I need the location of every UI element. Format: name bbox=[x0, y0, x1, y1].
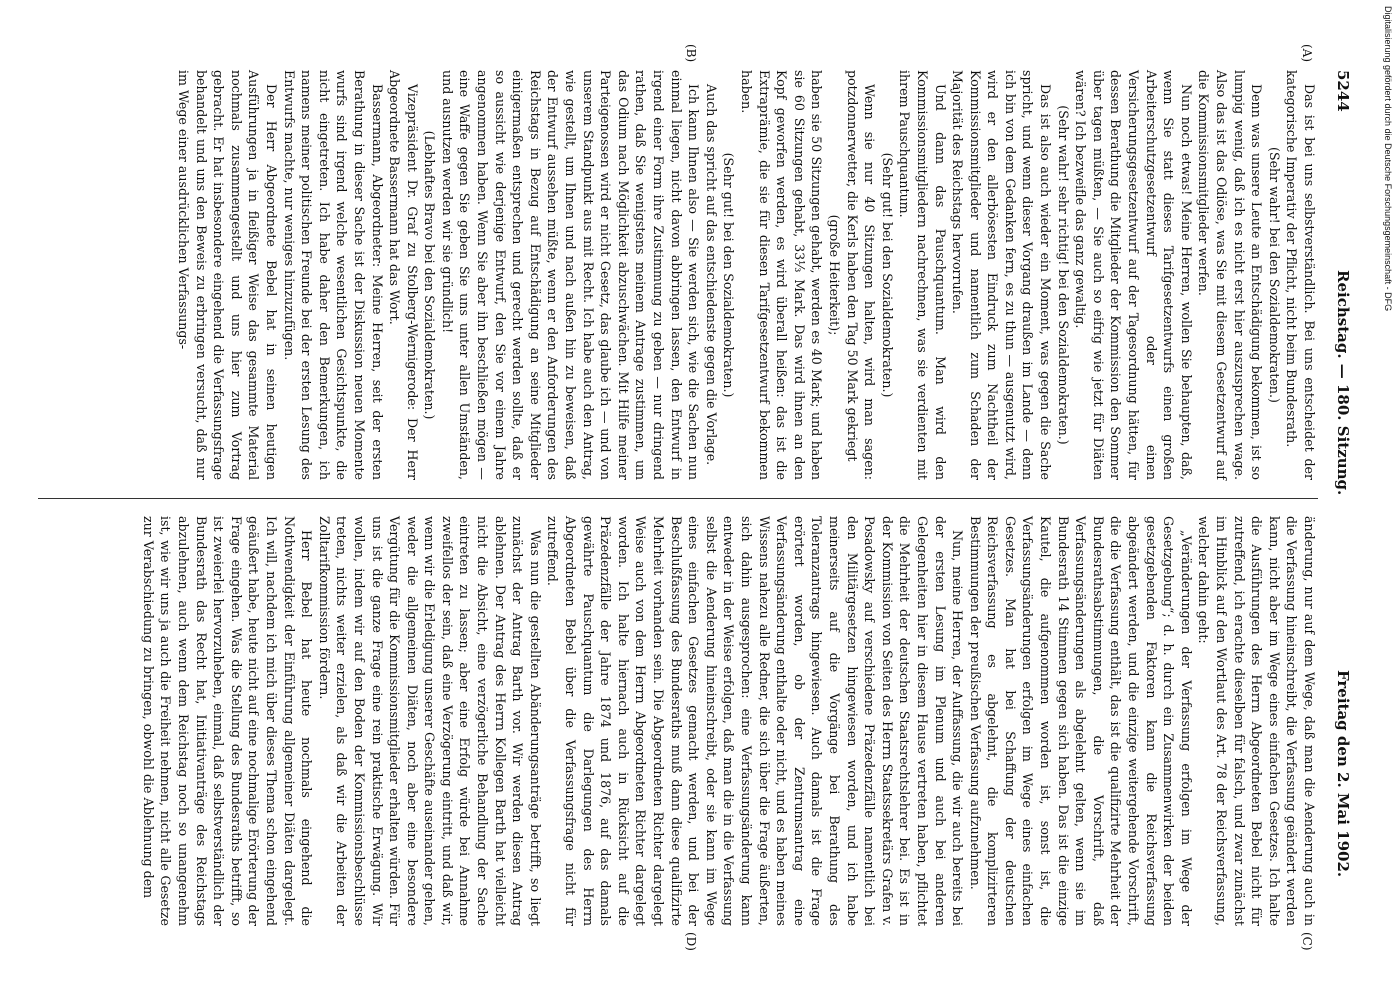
paragraph: Auch das spricht auf das entschiedenste gegen die Vorlage. bbox=[703, 84, 719, 466]
session-date: Freitag den 2. Mai 1902. bbox=[1334, 670, 1352, 878]
interjection: (Sehr wahr! bei den Sozialdemokraten.) bbox=[1266, 147, 1282, 403]
speaker-intro: Vizepräsident Dr. Graf zu Stolberg-Wernigerode: Der Herr Abgeordnete Bassermann hat das Wort. bbox=[387, 70, 420, 480]
paragraph: Das ist also auch wieder ein Moment, was gegen die Sache spricht, und wenn dieser Vorgang draußen im Lande — denn ich bin von dem Gedanken fern, es zu thun — ausgenutzt wird, wird er den allerbösesten Eindruck zum Nachtheil der Kommissionsmitglieder und namentlich zum Schaden der Majorität des Reichstags hervorrufen. bbox=[950, 70, 1054, 480]
paragraph: Der Herr Abgeordnete Bebel hat in seinen heutigen Ausführungen ja in fleißiger Weise das gesammte Material nochmals zusammengestellt und uns hier zum Vortrag gebracht. Er hat insbesondere eingehend die Verfassungsfrage behandelt und uns den Beweis zu erbringen versucht, daß nur im Wege einer ausdrücklichen Verfassungs- bbox=[176, 70, 279, 480]
interjection: (große Heiterkeit); bbox=[826, 214, 842, 336]
interjection: (Sehr gut! bei den Sozialdemokraten.) bbox=[879, 152, 895, 398]
margin-marker-d: (D) bbox=[684, 932, 698, 951]
interjection: (Sehr gut! bei den Sozialdemokraten.) bbox=[721, 152, 737, 398]
right-column bbox=[139, 516, 1318, 926]
paragraph: Bassermann, Abgeordneter: Meine Herren, seit der ersten Berathung in dieser Sache ist der Diskussion neuen Momente wurfs sind irgend welche wesentlichen Gesichtspunkte, die nicht eingetreten. Ich habe daher den Bemerkungen, ich namens meiner politischen Freunde bei der ersten Lesung des Entwurfs machte, nur weniges hinzuzufügen. bbox=[281, 70, 385, 480]
paragraph: Das ist bei uns selbstverständlich. Bei uns entscheidet der kategorische Imperativ der Pflicht, nicht beim Bundesrath. bbox=[1284, 70, 1317, 480]
paragraph: Ich kann Ihnen also — Sie werden sich, wie die Sachen nun einmal liegen, nicht davon abbringen lassen, den Entwurf in irgend einer Form ihre Zustimmung zu geben — nur dringend rathen, daß Sie wenigstens meinem Antrage zustimmen, um das Odium nach Möglichkeit abzuschwächen. Mit Hilfe meiner Parteigenossen wird er nicht Gesetz, das glaube ich — und von unserem Standpunkt aus mit Recht. Ich habe auch den Antrag, wie gestellt, um Ihnen und nach außen hin zu beweisen, daß der Entwurf aussehen müßte, wenn er den Anforderungen des Reichstags in Bezug auf Entschädigung an seine Mitglieder einigermaßen entsprechen und gerecht werden sollte, daß er so aussicht wie derjenige Entwurf, den Sie vor einem Jahre angenommen haben. Wenn Sie aber ihn beschließen mögen — eine Waffe gegen Sie geben Sie uns unter allen Umständen, und ausnutzen werden wir sie gründlich! bbox=[439, 70, 702, 480]
left-column bbox=[174, 70, 1318, 480]
page-number: 5244 bbox=[1334, 70, 1352, 112]
paragraph: Nun noch etwas! Meine Herren, wollen Sie behaupten, daß, wenn Sie statt dieses Tarifgesetzentwurfs einen großen Arbeiterschutzgesetzentwurf oder einen Versicherungsgesetzentwurf auf der Tagesordnung hätten, für dessen Berathung die Mitglieder der Kommission den Sommer über tagen müßten, — Sie auch so eifrig wie jetzt für Diäten wären? Ich bezweifle das ganz gewaltig. bbox=[1073, 70, 1194, 480]
digitization-note-text: Digitalisierung gefördert durch die Deutsche Forschungsgemeinschaft - DFG bbox=[1383, 6, 1393, 312]
paragraph: änderung, nur auf dem Wege, daß man die Aenderung auch in die Verfassung hineinschreibt, die Verfassung geändert werden kann, nicht aber im Wege eines einfachen Gesetzes. Ich halte die Ausführungen des Herrn Abgeordneten Bebel nicht für zutreffend, ich erachte dieselben für falsch, und zwar zunächst im Hinblick auf den Wortlaut des Art. 78 der Reichsverfassung, welcher dahin geht: bbox=[1196, 516, 1317, 926]
paragraph: „Veränderungen der Verfassung erfolgen im Wege der Gesetzgebung“; d. h. durch ein Zusammenwirken der beiden gesetzgebenden Faktoren kann die Reichsverfassung abgeändert werden, und die einzige weitergehende Vorschrift, die die Verfassung enthält, das ist die qualifizirte Mehrheit der Bundesrathsabstimmungen, die Vorschrift, daß Verfassungsänderungen als abgelehnt gelten, wenn sie im Bundesrath 14 Stimmen gegen sich haben. Das ist die einzige Kautel, die aufgenommen worden ist, sonst ist, die Verfassungsänderungen erfolgen im Wege eines einfachen Gesetzes. Man hat bei Schaffung der deutschen Reichsverfassung es abgelehnt, die komplizirteren Bestimmungen der preußischen Verfassung aufzunehmen. bbox=[967, 516, 1194, 926]
interjection: (Sehr wahr! sehr richtig! bei den Sozialdemokraten.) bbox=[1055, 105, 1071, 445]
interjection: (Lebhaftes Bravo bei den Sozialdemokraten.) bbox=[422, 130, 438, 420]
paragraph: Nun, meine Herren, der Auffassung, die wir auch bereits bei der ersten Lesung im Plenum und auch bei anderen Gelegenheiten hier in diesem Hause vertreten haben, pflichtet die Mehrheit der deutschen Staatsrechtslehrer bei. Es ist in der Kommission von Seiten des Herrn Staatssekretärs Grafen v. Posadowsky auf verschiedene Präzedenzfälle namentlich bei den Militärgesetzen hingewiesen worden, und ich habe meinerseits auf die Vorgänge bei Berathung des Toleranzantrags hingewiesen. Auch damals ist die Frage erörtert worden, ob der Zentrumsantrag eine Verfassungsänderung enthalte oder nicht, und es haben meines Wissens nahezu alle Redner, die sich über die Frage äußerten, sich dahin ausgesprochen: eine Verfassungsänderung kann entweder in der Weise erfolgen, daß man die in die Verfassung selbst die Aenderung hineinschreibt, oder sie kann im Wege eines einfachen Gesetzes gemacht werden, und bei der Beschlußfassung des Bundesraths muß dann diese qualifizirte Mehrheit vorhanden sein. Die Abgeordneten Richter dargelegt Weise auch von dem Herrn Abgeordneten Richter dargelegt worden. Ich halte hiernach auch in Rücksicht auf die Präzedenzfälle der Jahre 1874 und 1876, auf das damals gewährte Pauschquantum die Darlegungen des Herrn Abgeordneten Bebel über die Verfassungsfrage nicht für zutreffend. bbox=[545, 516, 966, 926]
margin-marker-b: (B) bbox=[684, 44, 698, 63]
paragraph: Was nun die gestellten Abänderungsanträge betrifft, so liegt zunächst der Antrag Barth vor. Wir werden diesen Antrag ablehnen. Der Antrag des Herrn Kollegen Barth hat vielleicht nicht die Absicht, eine verzögerliche Behandlung der Sache eintreten zu lassen; aber eine Erfolg würde bei Annahme zweifellos der sein, daß eine Verzögerung eintritt, und daß wir, wenn wir die Erledigung unserer Geschäfte auseinander gehen, weder die allgemeinen Diäten, noch aber eine besondere Vergütung für die Kommissionsmitglieder erhalten würden. Für uns ist die ganze Frage eine rein praktische Erwägung. Wir wollen, indem wir auf den Boden der Kommissionsbeschlüsse treten, nichts weiter erzielen, als daß wir die Arbeiten der Zolltarifkommission fördern. bbox=[316, 516, 543, 926]
column-divider bbox=[38, 498, 1318, 499]
digitization-note bbox=[1381, 6, 1395, 346]
page-header bbox=[1332, 70, 1358, 930]
paragraph: Denn was unsere Leute an Entschädigung bekommen, ist so lumpig wenig, daß ich es nicht erst hier auszusprechen wage. Also das ist das Odiöse, was Sie mit diesem Gesetzentwurf auf die Kommissionsmitglieder werfen. bbox=[1196, 70, 1265, 480]
rotated-page-content bbox=[38, 44, 1358, 951]
paragraph: haben sie 50 Sitzungen gehabt, werden es 40 Mark; und haben sie 60 Sitzungen gehabt, 33⅓ Mark. Das wird ihnen an den Kopf geworfen werden, es wird überall heißen: das ist die Extraprämie, die sie für diesen Tarifgesetzentwurf bekommen haben. bbox=[739, 70, 825, 480]
session-title: Reichstag. — 180. Sitzung. bbox=[1334, 270, 1352, 496]
paragraph: Und dann das Pauschquantum. Man wird den Kommissionsmitgliedern nachrechnen, was sie verdienten mit ihrem Pauschquantum. bbox=[897, 70, 948, 480]
paragraph: Wenn sie nur 40 Sitzungen halten, wird man sagen: potzdonnerwetter, die Kerls haben den Tag 50 Mark gekriegt bbox=[844, 70, 878, 480]
margin-marker-c: (C) bbox=[1300, 932, 1314, 951]
paragraph: Herr Bebel hat heute nochmals eingehend die Nothwendigkeit der Einführung allgemeiner Diäten dargelegt. Ich will, nachdem ich mich über dieses Thema schon eingehend geäußert habe, heute nicht auf eine nochmalige Erörterung der Frage eingehen. Was die Stellung des Bundesraths betrifft, so ist zweierlei hervorzuheben, einmal, daß selbstverständlich der Bundesrath das Recht hat, Initiativanträge des Reichstags abzulehnen, auch wenn dem Reichstag noch so unangenehm ist, wie wir uns ja auch die Freiheit nehmen, nicht alle Gesetze zur Verabschiedung zu bringen, obwohl die Ablehnung dem bbox=[140, 516, 315, 926]
margin-marker-a: (A) bbox=[1300, 44, 1314, 63]
